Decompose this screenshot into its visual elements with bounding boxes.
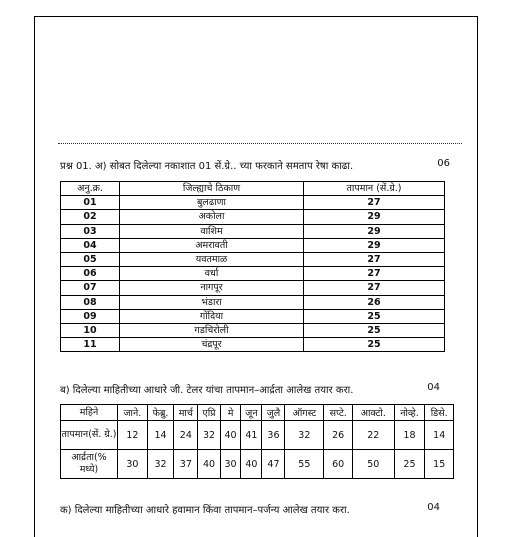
temperature-value-cell: 32 [285, 421, 324, 450]
month-cell: जाने. [118, 405, 148, 421]
district-cell: यवतमाळ [120, 252, 304, 266]
humidity-row [61, 450, 454, 479]
table-row [61, 295, 445, 309]
temperature-value-cell: 14 [147, 421, 174, 450]
header-serial: अनु.क्र. [61, 182, 120, 196]
serial-cell: 03 [61, 224, 120, 238]
question-1c-marks: 04 [427, 502, 440, 513]
district-cell: बुलढाणा [120, 196, 304, 210]
question-1a-text: प्रश्न 01. अ) सोबत दिलेल्या नकाशात 01 सें.ग्रे.. च्या फरकाने समताप रेषा काढा. [60, 161, 354, 172]
table-row [61, 281, 445, 295]
question-1a [60, 158, 460, 172]
month-cell: जुलै [262, 405, 285, 421]
humidity-value-cell: 30 [118, 450, 148, 479]
humidity-value-cell: 32 [147, 450, 174, 479]
humidity-value-cell: 40 [198, 450, 220, 479]
district-cell: वर्धा [120, 267, 304, 281]
month-cell: एप्रि [198, 405, 220, 421]
month-cell: नोव्हे. [394, 405, 425, 421]
month-cell: मे [220, 405, 241, 421]
table-row [61, 196, 445, 210]
table-row [61, 252, 445, 266]
district-cell: नागपूर [120, 281, 304, 295]
serial-cell: 10 [61, 323, 120, 337]
question-1c [60, 502, 460, 516]
temperature-cell: 27 [304, 267, 445, 281]
serial-cell: 09 [61, 309, 120, 323]
humidity-value-cell: 50 [353, 450, 394, 479]
month-cell: सप्टे. [324, 405, 353, 421]
temperature-cell: 27 [304, 252, 445, 266]
district-cell: भंडारा [120, 295, 304, 309]
temperature-row [61, 421, 454, 450]
serial-cell: 05 [61, 252, 120, 266]
header-temperature: तापमान (सें.ग्रे.) [304, 182, 445, 196]
serial-cell: 01 [61, 196, 120, 210]
header-district: जिल्ह्याचे ठिकाण [120, 182, 304, 196]
table-row [61, 224, 445, 238]
temperature-value-cell: 24 [174, 421, 198, 450]
climate-data-table [60, 404, 454, 479]
humidity-value-cell: 15 [425, 450, 454, 479]
temperature-value-cell: 36 [262, 421, 285, 450]
humidity-value-cell: 40 [241, 450, 262, 479]
table-header-row [61, 182, 445, 196]
humidity-value-cell: 25 [394, 450, 425, 479]
district-cell: गोंदिया [120, 309, 304, 323]
temperature-value-cell: 32 [198, 421, 220, 450]
table-row [61, 210, 445, 224]
temperature-cell: 25 [304, 338, 445, 352]
temperature-cell: 29 [304, 238, 445, 252]
district-cell: अमरावती [120, 238, 304, 252]
temperature-cell: 26 [304, 295, 445, 309]
humidity-value-cell: 37 [174, 450, 198, 479]
month-cell: ऑगस्ट [285, 405, 324, 421]
question-1b-text: ब) दिलेल्या माहितीच्या आधारे जी. टेलर यांचा तापमान–आर्द्रता आलेख तयार करा. [60, 385, 354, 396]
serial-cell: 07 [61, 281, 120, 295]
months-row [61, 405, 454, 421]
table-row [61, 267, 445, 281]
temperature-cell: 29 [304, 210, 445, 224]
question-1b [60, 382, 460, 396]
temperature-value-cell: 41 [241, 421, 262, 450]
humidity-value-cell: 60 [324, 450, 353, 479]
serial-cell: 08 [61, 295, 120, 309]
district-cell: गडचिरोली [120, 323, 304, 337]
dotted-separator [58, 143, 462, 144]
table-row [61, 309, 445, 323]
month-cell: आक्टो. [353, 405, 394, 421]
temperature-label: तापमान(सें. ग्रे.) [61, 421, 118, 450]
temperature-cell: 27 [304, 196, 445, 210]
month-cell: जून [241, 405, 262, 421]
temperature-cell: 25 [304, 323, 445, 337]
temperature-value-cell: 14 [425, 421, 454, 450]
district-cell: चंद्रपूर [120, 338, 304, 352]
question-1b-marks: 04 [427, 382, 440, 393]
month-cell: डिसे. [425, 405, 454, 421]
district-temperature-table [60, 181, 445, 352]
temperature-value-cell: 12 [118, 421, 148, 450]
humidity-value-cell: 55 [285, 450, 324, 479]
temperature-cell: 29 [304, 224, 445, 238]
serial-cell: 11 [61, 338, 120, 352]
table-row [61, 323, 445, 337]
district-cell: अकोला [120, 210, 304, 224]
months-label: महिने [61, 405, 118, 421]
temperature-value-cell: 26 [324, 421, 353, 450]
table-row [61, 338, 445, 352]
humidity-value-cell: 47 [262, 450, 285, 479]
temperature-value-cell: 18 [394, 421, 425, 450]
serial-cell: 06 [61, 267, 120, 281]
table-row [61, 238, 445, 252]
question-1a-marks: 06 [437, 158, 450, 169]
district-cell: वाशिम [120, 224, 304, 238]
month-cell: फेब्रु. [147, 405, 174, 421]
temperature-value-cell: 22 [353, 421, 394, 450]
question-1c-text: क) दिलेल्या माहितीच्या आधारे हवामान किंवा तापमान–पर्जन्य आलेख तयार करा. [60, 505, 350, 516]
temperature-value-cell: 40 [220, 421, 241, 450]
serial-cell: 02 [61, 210, 120, 224]
temperature-cell: 25 [304, 309, 445, 323]
month-cell: मार्च [174, 405, 198, 421]
humidity-value-cell: 30 [220, 450, 241, 479]
serial-cell: 04 [61, 238, 120, 252]
humidity-label: आर्द्रता(% मध्ये) [61, 450, 118, 479]
temperature-cell: 27 [304, 281, 445, 295]
